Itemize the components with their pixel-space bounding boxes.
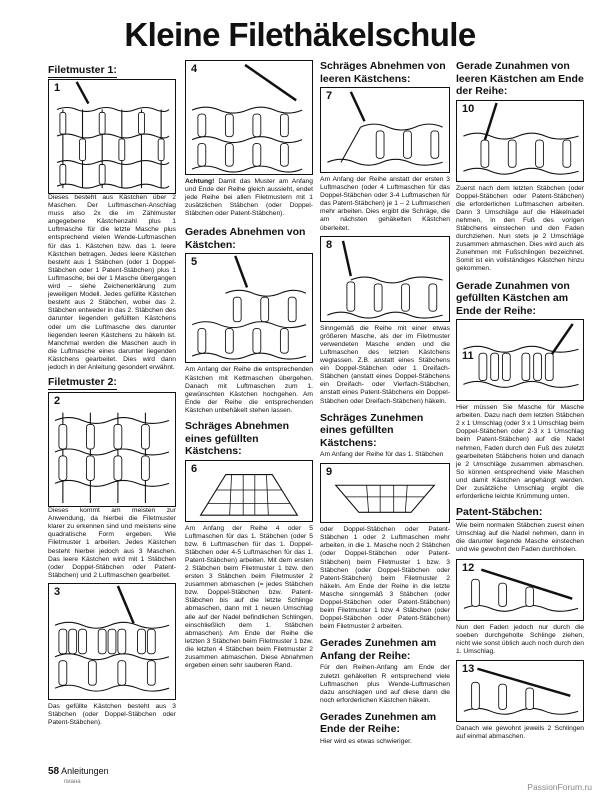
- text-gerades-zunehmen-anfang: Für den Reihen-Anfang am Ende der zuletzt gehäkelten R entsprechend viele Luftmaschen plus Wende-Luftmaschen dazu anschlagen und auf diese dann die noch erforderlichen Kästchen häkeln.: [320, 664, 450, 704]
- filled-mesh-illustration: [49, 584, 175, 699]
- text-gerades-zunehmen-ende: Hier wird es etwas schwieriger.: [320, 737, 412, 745]
- heading-gerades-zunehmen-ende: Gerades Zunehmen am Ende der Reihe:: [320, 710, 437, 736]
- row-end-decrease-illustration: [321, 237, 449, 321]
- heading-schraeges-zunehmen: Schräges Zunehmen eines gefüllten Kästchens:: [320, 411, 424, 449]
- column-2: [185, 60, 313, 670]
- heading-zunahmen-leere-kaestchen: Gerade Zunahmen von leeren Kästchen am Ende der Reihe:: [456, 60, 584, 97]
- figure-number: 4: [191, 63, 198, 75]
- text-patent-step-2: Nun den Faden jedoch nur durch die soeben durchgeholte Schlinge ziehen, nicht wie sonst üblich auch noch durch den 1. Umschlag.: [456, 623, 584, 655]
- text-achtung-body: Damit das Muster am Anfang und Ende der Reihe gleich aussieht, endet jede Reihe bei allen Filetmustern mit 1 zusätzlichen Stäbchen (oder Doppel-Stäbchen oder Patent-Stäbchen).: [185, 178, 313, 218]
- page-number: 58: [48, 766, 60, 777]
- filet-mesh-illustration: [49, 80, 175, 193]
- figure-13: [456, 660, 584, 722]
- text-row-end-decrease: Sinngemäß die Reihe mit einer etwas größeren Masche, als der im Filetmuster verwendeten Masche enden und die Luftmaschen des letzten Kästchens weglassen. Z.B. anstatt eines Stäbchens ein Doppel-Stäbchen oder 1 Dreifach-Stäbchen (anstatt eines Doppel-Stäbchens ein Dreifach- oder Vierfach-Stäbchen, anstatt eines Patent-Stäbchens ein Doppel-Stäbchen oder Dreifach-Stäbchen) häkeln.: [320, 324, 450, 405]
- text-zunahmen-leere-kaestchen: Zuerst nach dem letzten Stäbchen (oder Doppel-Stäbchen oder Patent-Stäbchen) die erforderlichen Luftmaschen arbeiten. Dann 3 Umschläge auf die Häkelnadel nehmen, in den Fuß des vorigen Stäbchens einstechen und den Faden durchziehen. Nun stets je 2 Umschläge zusammen abmaschen. Dies wird auch als Zunehmen mit Fußschlingen bezeichnet. Somit ist ein vollständiges Kästchen hinzu gekommen.: [456, 184, 584, 273]
- figure-number: 5: [191, 256, 198, 269]
- figure-4: [185, 60, 313, 175]
- heading-schraeges-abnehmen-gefuellt: Schräges Abnehmen eines gefüllten Kästchens:: [185, 420, 290, 458]
- text-patent-staebchen: Wie beim normalen Stäbchen zuerst einen Umschlag auf die Nadel nehmen, dann in die darunter liegende Masche einstechen und wie gewohnt den Faden durchholen.: [456, 522, 584, 554]
- footer-sub: пиана: [64, 779, 81, 785]
- heading-filetmuster-2: Filetmuster 2:: [48, 376, 117, 389]
- figure-number: 2: [54, 395, 61, 408]
- text-zunahmen-gefuellte-kaestchen: Hier müssen Sie Masche für Masche arbeiten. Dazu nach dem letzten Stäbchen 2 x 1 Umschlag (oder 3 x 1 Umschlag beim Doppel-Stäbchen oder 2-3 x 1 Umschlag beim Patent-Stäbchen) auf die Nadel nehmen, Faden durch den Fuß des zuletzt gearbeiteten Stäbchens holen und danach je 2 Umschläge zusammen abmaschen. So können entsprechend viele Maschen und damit Kästchen angehängt werden. Der zusätzliche Umschlag ergibt die erforderliche leichte Krümmung unten.: [456, 404, 584, 501]
- text-schraeges-abnehmen-leer: Am Anfang der Reihe anstatt der ersten 3 Luftmaschen (oder 4 Luftmaschen für das Doppel-Stäbchen oder 3-4 Luftmaschen für das Patent-Stäbchen) je 1 – 2 Luftmaschen mehr arbeiten. Dies ergibt die Schräge, die am nächsten gehäkelten Kästchen überleitet.: [320, 176, 450, 232]
- figure-8: [320, 236, 450, 322]
- figure-12: [456, 559, 584, 621]
- figure-3: [48, 583, 176, 700]
- heading-filetmuster-1: Filetmuster 1:: [48, 64, 117, 76]
- heading-zunahmen-gefuellte-kaestchen: Gerade Zunahmen von gefüllten Kästchen am Ende der Reihe:: [456, 279, 570, 317]
- figure-number: 6: [191, 462, 198, 475]
- diagonal-decrease-illustration: [186, 461, 312, 521]
- column-4: [456, 60, 584, 741]
- figure-number: 10: [462, 102, 475, 115]
- figure-number: 12: [462, 561, 475, 574]
- figure-number: 9: [326, 466, 333, 479]
- row-end-illustration: [186, 61, 312, 174]
- diagonal-decrease-empty-illustration: [321, 88, 449, 172]
- heading-gerades-zunehmen-anfang: Gerades Zunehmen am Anfang der Reihe:: [320, 637, 437, 662]
- figure-9: [320, 463, 450, 523]
- watermark: PassionForum.ru: [527, 782, 592, 792]
- column-1: [48, 60, 176, 727]
- page-title: Kleine Filethäkelschule: [124, 16, 476, 53]
- figure-10: [456, 100, 584, 182]
- text-filetmuster-1: Dieses besteht aus Kästchen über 2 Maschen. Der Luftmaschen-Anschlag muss also 2x die im Zählmuster angegebene Kästchenzahl plus 1 Luftmasche für die letzte Masche plus entsprechend vielen Wende-Luftmaschen für das 1. Kästchen bzw. das 1. leere Kästchen betragen. Jedes leere Kästchen besteht aus 1 Stäbchen (oder 1 Doppel-Stäbchen oder 1 Patent-Stäbchen) plus 1 Luftmasche, bei der 1 Masche übergangen wird – siehe Zeichenerklärung zum jeweiligen Modell. Jedes gefüllte Kästchen besteht aus 2 Stäbchen, wobei das 2. Stäbchen entweder in das 2. Stäbchen des darunter liegenden gefüllten Kästchens oder um die Luftmasche des darunter liegenden leeren Kästchens zu häkeln ist. Manchmal werden die Maschen auch in die Luftmasche eines darunter liegenden Kästchens gearbeitet. Dies wird dann jedoch in der Anleitung gesondert erwähnt.: [48, 194, 176, 371]
- heading-schraeges-abnehmen-leer: Schräges Abnehmen von leeren Kästchens:: [320, 60, 446, 85]
- column-3: [320, 60, 450, 746]
- text-schraeges-zunehmen-intro: Am Anfang der Reihe für das 1. Stäbchen: [320, 451, 444, 459]
- text-filetmuster-2-filled: Das gefüllte Kästchen besteht aus 3 Stäbchen (oder Doppel-Stäbchen oder Patent-Stäbchen).: [48, 702, 176, 727]
- figure-11: [456, 319, 584, 401]
- figure-number: 7: [326, 90, 333, 102]
- heading-gerades-abnehmen: Gerades Abnehmen von Kästchen:: [185, 226, 306, 251]
- page-footer: [48, 766, 109, 787]
- figure-1: [48, 79, 176, 194]
- filet-mesh-illustration: [49, 393, 175, 506]
- figure-2: [48, 392, 176, 507]
- section-name: Anleitungen: [61, 766, 109, 776]
- text-gerades-abnehmen: Am Anfang der Reihe die entsprechenden Kästchen mit Kettmaschen übergehen. Danach mit Luftmaschen zum 1. gewünschten Kästchen hochgehen. Am Ende der Reihe die entsprechenden Kästchen unbehäkelt stehen lassen.: [185, 366, 313, 414]
- heading-patent-staebchen: Patent-Stäbchen:: [456, 506, 543, 519]
- figure-number: 8: [326, 238, 333, 251]
- figure-6: [185, 460, 313, 522]
- text-schraeges-zunehmen: oder Doppel-Stäbchen oder Patent-Stäbchen 1 oder 2 Luftmaschen mehr arbeiten, in die 1. Masche noch 2 Stäbchen (oder Doppel-Stäbchen oder Patent-Stäbchen) beim Filetmuster 1 bzw. 3 Stäbchen (oder Doppel-Stäbchen oder Patent-Stäbchen) beim Filetmuster 2 häkeln. Am Ende der Reihe in die letzte Masche sinngemäß 3 Stäbchen (oder Doppel-Stäbchen oder Patent-Stäbchen) beim Filetmuster 1 bzw 4 Stäbchen (oder Doppel-Stäbchen oder Patent-Stäbchen) beim Filetmuster 2 arbeiten.: [320, 526, 450, 631]
- figure-number: 11: [462, 350, 474, 363]
- text-schraeges-abnehmen-gefuellt: Am Anfang der Reihe 4 oder 5 Luftmaschen für das 1. Stäbchen (oder 5 bzw. 6 Luftmaschen für das 1. Doppel-Stäbchen oder 4-5 Luftmaschen für das 1. Patent-Stäbchen) arbeiten. Mit dem ersten 2 Stäbchen beim Filetmuster 1 bzw. den ersten 3 Stäbchen beim Filetmuster 2 zusammen abmaschen (= jedes Stäbchen bzw. Doppel-Stäbchen bzw. Patent-Stäbchen bis auf die letzte Schlinge abmaschen, dann mit 1 neuen Umschlag alle auf der Nadel befindlichen Schlingen, einschließlich dem 1. Stäbchen abmaschen). Am Ende der Reihe die letzten 3 Stäbchen beim Filetmuster 1 bzw. die letzten 4 Stäbchen beim Filetmuster 2 zusammen abmaschen. Diese Abnahmen ergeben einen sehr sauberen Rand.: [185, 524, 313, 670]
- figure-number: 1: [54, 82, 61, 94]
- diagonal-increase-illustration: [321, 464, 449, 522]
- text-filetmuster-2: Dieses kommt am meisten zur Anwendung, da hierbei die Filetmuster klarer zu erkennen sind und meistens eine quadratische Form ergeben. Wie Filetmuster 1 arbeiten. Jedes Kästchen besteht hierbei jedoch aus 3 Maschen. Das leere Kästchen wird mit 1 Stäbchen (oder Doppel-Stäbchen oder Patent-Stäbchen) und 2 Luftmaschen gearbeitet.: [48, 507, 176, 579]
- figure-number: 3: [54, 585, 61, 598]
- decrease-illustration: [186, 254, 312, 362]
- warning-label: Achtung!: [185, 178, 215, 185]
- figure-7: [320, 87, 450, 173]
- text-achtung: [185, 178, 313, 218]
- increase-filled-illustration: [457, 320, 583, 400]
- figure-5: [185, 253, 313, 363]
- figure-number: 13: [462, 662, 475, 675]
- text-patent-step-3: Danach wie gewohnt jeweils 2 Schlingen auf einmal abmaschen.: [456, 724, 584, 740]
